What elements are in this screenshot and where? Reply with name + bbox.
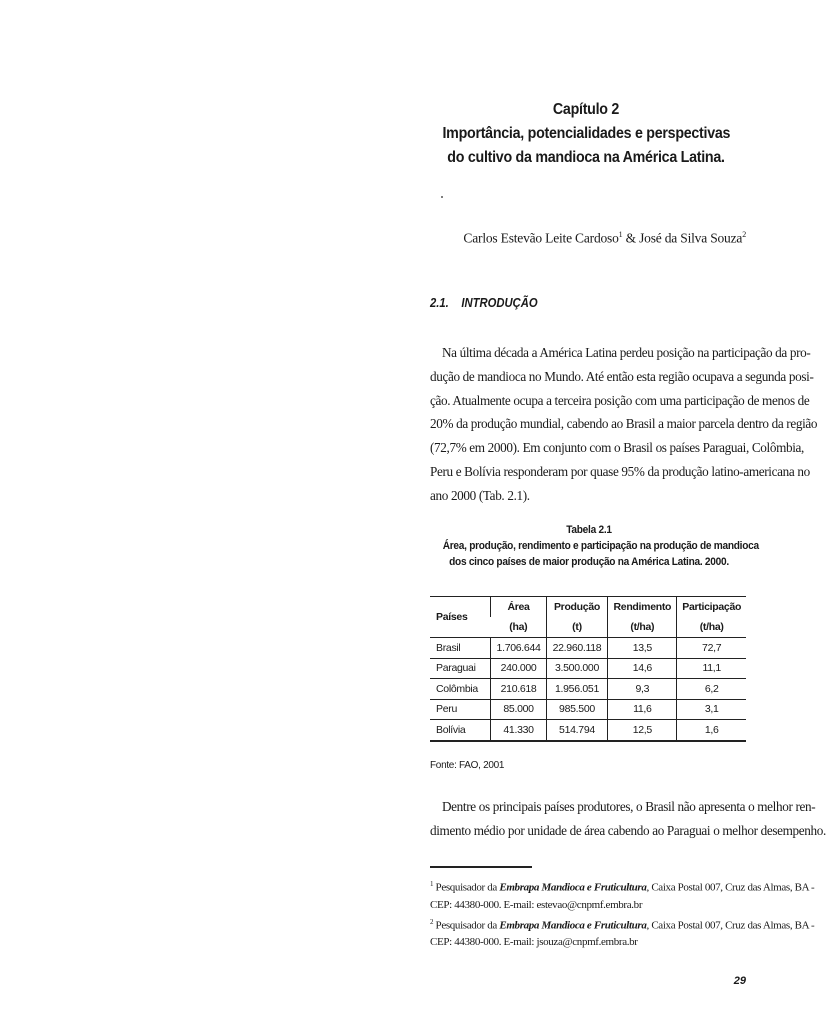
cell-yield: 14,6: [608, 658, 677, 679]
header-production: Produção: [546, 597, 608, 618]
cell-production: 3.500.000: [546, 658, 608, 679]
table-row: [430, 679, 746, 700]
cell-area: 41.330: [491, 720, 546, 741]
footnote-2: [430, 914, 815, 952]
footnote-institution: Embrapa Mandioca e Fruticultura: [499, 881, 647, 894]
cell-yield: 11,6: [608, 699, 677, 720]
table-row: [430, 699, 746, 720]
second-paragraph: [430, 795, 826, 843]
author-separator: &: [622, 230, 640, 246]
footnote-address: , Caixa Postal 007, Cruz das Almas, BA -: [646, 881, 815, 894]
chapter-number: Capítulo 2: [552, 101, 620, 118]
cell-production: 985.500: [546, 699, 608, 720]
table-row: [430, 720, 746, 741]
cell-production: 22.960.118: [546, 638, 608, 659]
author-1-footnote-mark: 1: [618, 230, 623, 239]
footnote-address: , Caixa Postal 007, Cruz das Almas, BA -: [646, 919, 815, 932]
chapter-heading: [442, 98, 729, 170]
table-label: Tabela 2.1: [566, 524, 612, 536]
chapter-title-line-1: Importância, potencialidades e perspectivas: [442, 125, 731, 142]
table-caption: [430, 522, 759, 570]
paragraph-line: dimento médio por unidade de área cabendo ao Paraguai o melhor desempenho.: [430, 822, 826, 838]
table-row: [430, 658, 746, 679]
table-source: Fonte: FAO, 2001: [430, 760, 505, 771]
author-2-footnote-mark: 2: [742, 230, 746, 239]
footnote-contact: CEP: 44380-000. E-mail: estevao@cnpmf.embra.br: [430, 898, 643, 911]
cell-country: Paraguai: [430, 658, 491, 679]
paragraph-line: ção. Atualmente ocupa a terceira posição com uma participação de menos de: [430, 392, 810, 408]
table-row: [430, 638, 746, 659]
header-countries: Países: [430, 597, 491, 638]
footnote-mark: 2: [430, 917, 434, 926]
cell-area: 85.000: [491, 699, 546, 720]
footnote-prefix: Pesquisador da: [433, 881, 500, 894]
cell-area: 210.618: [491, 679, 546, 700]
paragraph-line: 20% da produção mundial, cabendo ao Brasil a maior parcela dentro da região: [430, 416, 818, 432]
header-yield: Rendimento: [608, 597, 677, 618]
footnote-contact: CEP: 44380-000. E-mail: jsouza@cnpmf.embra.br: [430, 936, 638, 949]
cell-share: 3,1: [677, 699, 746, 720]
header-yield-unit: (t/ha): [608, 617, 677, 638]
cell-country: Colômbia: [430, 679, 491, 700]
paragraph-line: (72,7% em 2000). Em conjunto com o Brasil os países Paraguai, Colômbia,: [430, 440, 805, 456]
cell-yield: 12,5: [608, 720, 677, 741]
footnotes: [430, 876, 815, 951]
author-1-name: Carlos Estevão Leite Cardoso: [463, 230, 619, 246]
footnote-1: [430, 876, 815, 914]
header-area: Área: [491, 597, 546, 618]
footnote-mark: 1: [430, 880, 434, 888]
cell-yield: 9,3: [608, 679, 677, 700]
intro-paragraph: [430, 341, 818, 508]
footnote-institution: Embrapa Mandioca e Fruticultura: [499, 919, 647, 932]
cell-country: Bolívia: [430, 720, 491, 741]
footnote-prefix: Pesquisador da: [433, 919, 500, 932]
cell-country: Peru: [430, 699, 491, 720]
production-table: [430, 596, 746, 742]
author-line: [463, 230, 746, 247]
cell-share: 6,2: [677, 679, 746, 700]
header-production-unit: (t): [546, 617, 608, 638]
cell-country: Brasil: [430, 638, 491, 659]
cell-production: 1.956.051: [546, 679, 608, 700]
paragraph-line: Peru e Bolívia responderam por quase 95% da produção latino-americana no: [430, 463, 810, 479]
header-share: Participação: [677, 597, 746, 618]
header-share-unit: (t/ha): [677, 617, 746, 638]
cell-yield: 13,5: [608, 638, 677, 659]
footnote-divider: [430, 866, 532, 868]
table-caption-line-2: dos cinco países de maior produção na América Latina. 2000.: [449, 556, 729, 568]
section-number: 2.1.: [430, 296, 449, 310]
paragraph-line: dução de mandioca no Mundo. Até então esta região ocupava a segunda posi-: [430, 368, 814, 384]
cell-area: 1.706.644: [491, 638, 546, 659]
paragraph-line: Dentre os principais países produtores, o Brasil não apresenta o melhor ren-: [442, 799, 816, 814]
author-2-name: José da Silva Souza: [639, 230, 743, 246]
section-heading: [430, 296, 538, 310]
paragraph-line: ano 2000 (Tab. 2.1).: [430, 487, 530, 503]
chapter-title-line-2: do cultivo da mandioca na América Latina.: [447, 149, 725, 166]
cell-share: 1,6: [677, 720, 746, 741]
paragraph-line: Na última década a América Latina perdeu posição na participação da pro-: [442, 345, 811, 360]
header-area-unit: (ha): [491, 617, 546, 638]
table-caption-line-1: Área, produção, rendimento e participação na produção de mandioca: [442, 540, 759, 552]
cell-share: 11,1: [677, 658, 746, 679]
cell-production: 514.794: [546, 720, 608, 741]
cell-area: 240.000: [491, 658, 546, 679]
cell-share: 72,7: [677, 638, 746, 659]
scan-speck: [441, 196, 443, 198]
page-number: 29: [733, 975, 746, 987]
section-title: INTRODUÇÃO: [461, 296, 538, 310]
